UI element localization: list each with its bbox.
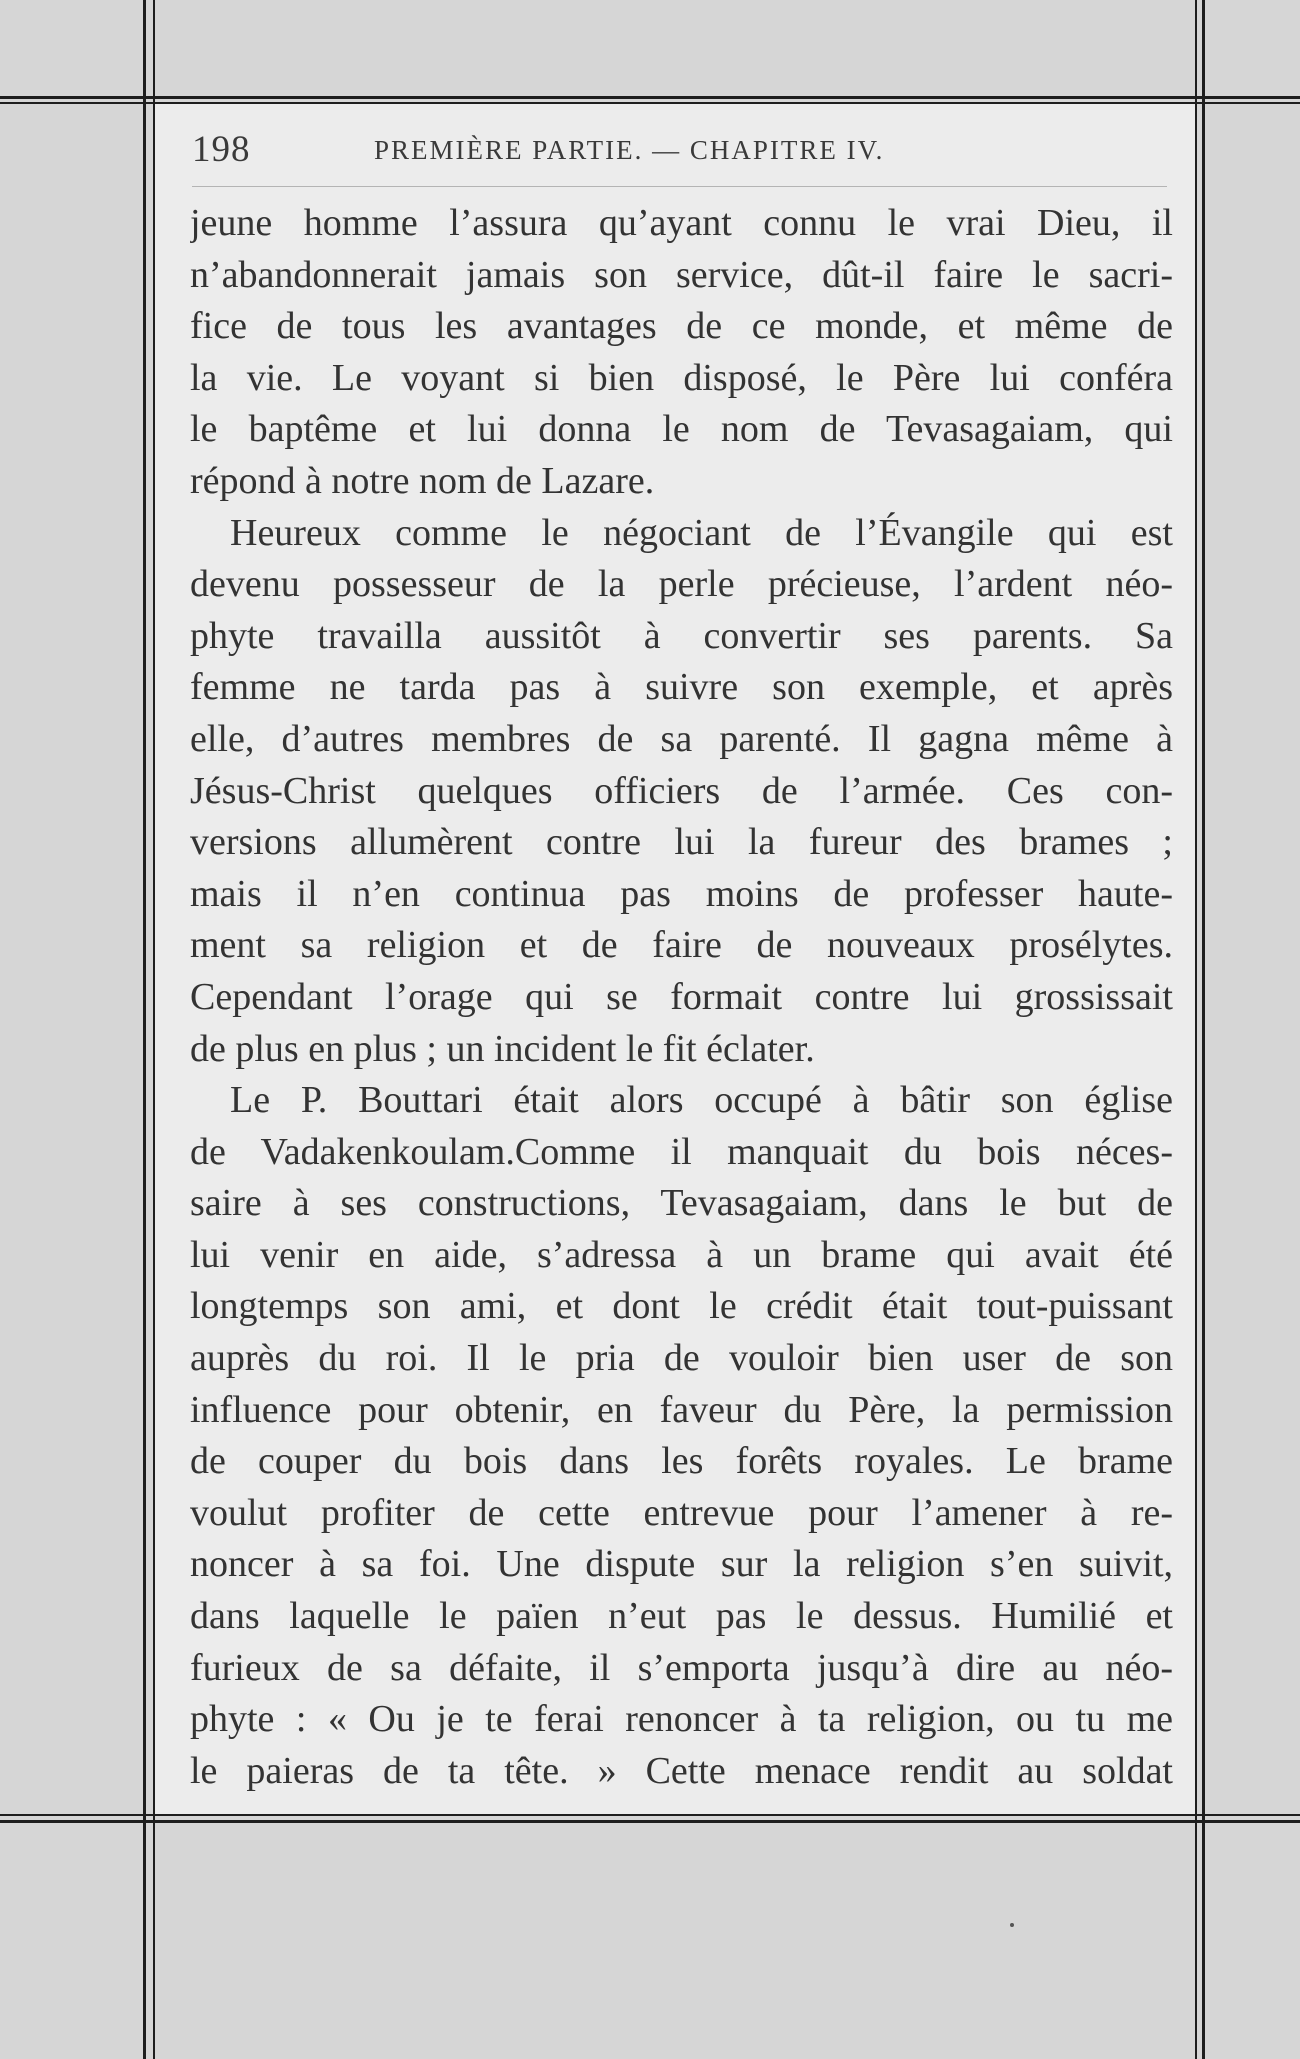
text-line: de Vadakenkoulam.Comme il manquait du bois néces- — [190, 1130, 1173, 1173]
text-line: influence pour obtenir, en faveur du Père, la permission — [190, 1388, 1173, 1431]
text-line: ment sa religion et de faire de nouveaux prosélytes. — [190, 924, 1173, 967]
page-number: 198 — [192, 129, 251, 170]
text-line: la vie. Le voyant si bien disposé, le Père lui conféra — [190, 356, 1173, 399]
text-line: le baptême et lui donna le nom de Tevasagaiam, qui — [190, 408, 1173, 451]
text-line: saire à ses constructions, Tevasagaiam, dans le but de — [190, 1182, 1173, 1225]
header-rule — [192, 186, 1167, 187]
text-line: mais il n’en continua pas moins de professer haute- — [190, 872, 1173, 915]
text-line: dans laquelle le païen n’eut pas le dessus. Humilié et — [190, 1595, 1173, 1638]
text-line: longtemps son ami, et dont le crédit était tout-puissant — [190, 1285, 1173, 1328]
text-line: Heureux comme le négociant de l’Évangile qui est — [230, 511, 1173, 554]
frame-line-top-outer — [0, 96, 1300, 99]
text-line: lui venir en aide, s’adressa à un brame qui avait été — [190, 1233, 1173, 1276]
scan-speck — [1010, 1923, 1014, 1927]
frame-line-bottom-outer — [0, 1820, 1300, 1823]
frame-line-left-outer — [143, 0, 146, 2059]
body-text — [190, 198, 1173, 1797]
text-line: elle, d’autres membres de sa parenté. Il gagna même à — [190, 717, 1173, 760]
frame-line-bottom-inner — [0, 1814, 1300, 1816]
text-line: répond à notre nom de Lazare. — [190, 459, 655, 502]
text-line: voulut profiter de cette entrevue pour l’amener à re- — [190, 1491, 1173, 1534]
text-line: de plus en plus ; un incident le fit éclater. — [190, 1027, 815, 1070]
text-line: phyte travailla aussitôt à convertir ses parents. Sa — [190, 614, 1173, 657]
text-line: Le P. Bouttari était alors occupé à bâtir son église — [230, 1079, 1173, 1122]
text-line: noncer à sa foi. Une dispute sur la religion s’en suivit, — [190, 1543, 1173, 1586]
text-line: devenu possesseur de la perle précieuse, l’ardent néo- — [190, 563, 1173, 606]
text-line: de couper du bois dans les forêts royales. Le brame — [190, 1440, 1173, 1483]
text-line: fice de tous les avantages de ce monde, et même de — [190, 305, 1173, 348]
text-line: Cependant l’orage qui se formait contre lui grossissait — [190, 975, 1173, 1018]
text-line: phyte : « Ou je te ferai renoncer à ta religion, ou tu me — [190, 1698, 1173, 1741]
text-line: jeune homme l’assura qu’ayant connu le vrai Dieu, il — [190, 202, 1173, 244]
text-line: furieux de sa défaite, il s’emporta jusqu’à dire au néo- — [190, 1646, 1173, 1689]
text-line: femme ne tarda pas à suivre son exemple, et après — [190, 666, 1173, 709]
running-head — [192, 128, 982, 172]
chapter-title: PREMIÈRE PARTIE. — CHAPITRE IV. — [374, 135, 885, 165]
text-line: Jésus-Christ quelques officiers de l’armée. Ces con- — [190, 769, 1173, 812]
text-line: auprès du roi. Il le pria de vouloir bien user de son — [190, 1337, 1173, 1380]
text-line: le paieras de ta tête. » Cette menace rendit au soldat — [190, 1749, 1173, 1792]
frame-line-right-outer — [1202, 0, 1205, 2059]
text-line: versions allumèrent contre lui la fureur des brames ; — [190, 821, 1173, 864]
frame-line-right-inner — [1195, 0, 1197, 2059]
text-line: n’abandonnerait jamais son service, dût-il faire le sacri- — [190, 253, 1173, 296]
